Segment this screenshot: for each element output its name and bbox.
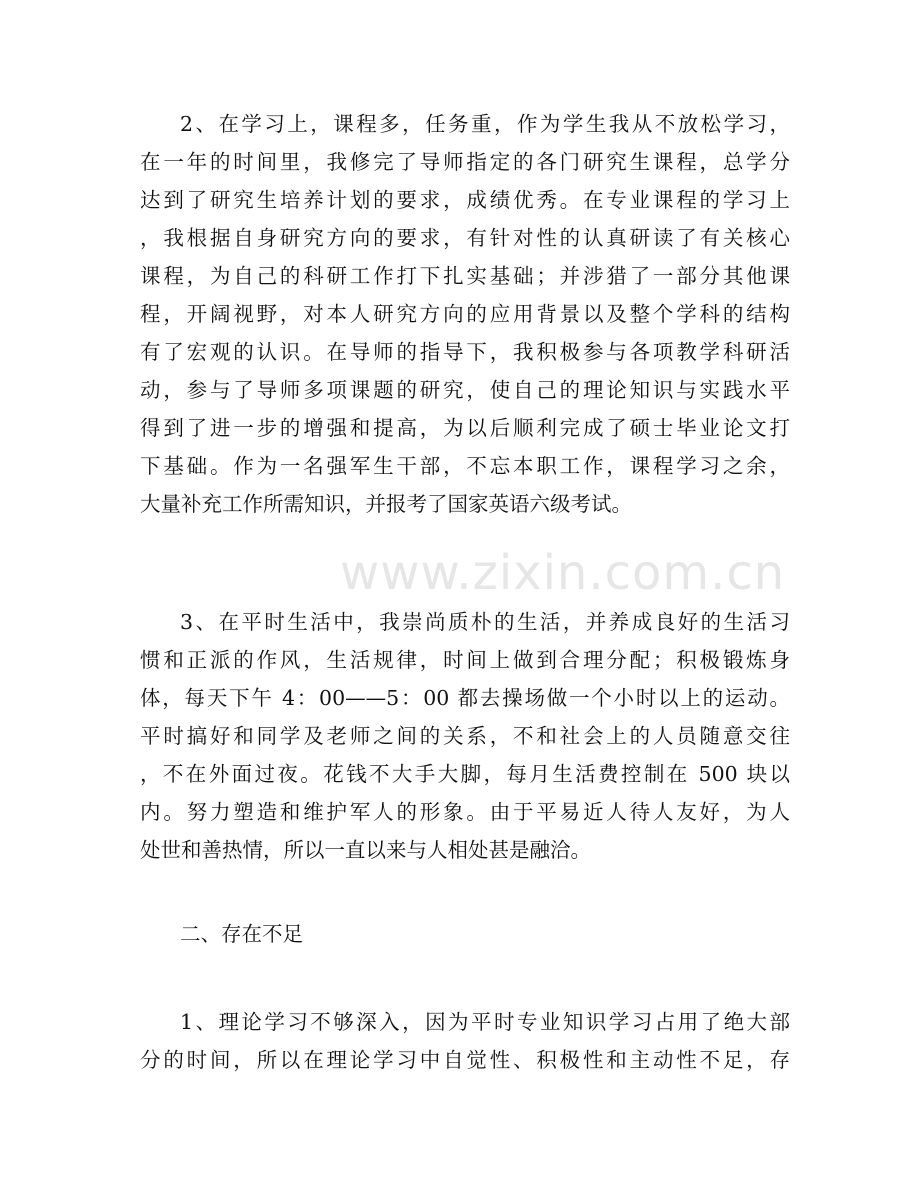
text-line: 处世和善热情，所以一直以来与人相处甚是融洽。 xyxy=(140,838,591,862)
text-line: 达到了研究生培养计划的要求，成绩优秀。在专业课程的学习上 xyxy=(140,188,790,212)
text-line: 有了宏观的认识。在导师的指导下，我积极参与各项教学科研活 xyxy=(140,340,790,364)
text-line: 程，开阔视野，对本人研究方向的应用背景以及整个学科的结构 xyxy=(140,302,790,326)
text-line: 下基础。作为一名强军生干部，不忘本职工作，课程学习之余， xyxy=(140,454,790,478)
text-line: 分的时间，所以在理论学习中自觉性、积极性和主动性不足，存 xyxy=(140,1048,790,1072)
paragraph-life xyxy=(140,603,790,869)
text-line: 体，每天下午 4：00——5：00 都去操场做一个小时以上的运动。 xyxy=(140,686,790,710)
text-line: 2、在学习上，课程多，任务重，作为学生我从不放松学习， xyxy=(180,112,790,136)
text-line: 课程，为自己的科研工作打下扎实基础；并涉猎了一部分其他课 xyxy=(140,264,790,288)
heading-text: 二、存在不足 xyxy=(180,922,303,946)
text-line: 在一年的时间里，我修完了导师指定的各门研究生课程，总学分 xyxy=(140,150,790,174)
text-line: 内。努力塑造和维护军人的形象。由于平易近人待人友好，为人 xyxy=(140,800,790,824)
text-line: 动，参与了导师多项课题的研究，使自己的理论知识与实践水平 xyxy=(140,378,790,402)
text-line: 得到了进一步的增强和提高，为以后顺利完成了硕士毕业论文打 xyxy=(140,416,790,440)
paragraph-study xyxy=(140,105,790,523)
text-line: 惯和正派的作风，生活规律，时间上做到合理分配；积极锻炼身 xyxy=(140,648,790,672)
text-line: 3、在平时生活中，我崇尚质朴的生活，并养成良好的生活习 xyxy=(180,610,790,634)
watermark: www.zixin.com.cn xyxy=(340,545,786,601)
paragraph-shortcomings xyxy=(140,1003,790,1079)
section-heading xyxy=(140,915,790,953)
text-line: 1、理论学习不够深入，因为平时专业知识学习占用了绝大部 xyxy=(180,1010,790,1034)
text-line: ，不在外面过夜。花钱不大手大脚，每月生活费控制在 500 块以 xyxy=(140,762,790,786)
text-line: 大量补充工作所需知识，并报考了国家英语六级考试。 xyxy=(140,492,632,516)
text-line: 平时搞好和同学及老师之间的关系，不和社会上的人员随意交往 xyxy=(140,724,790,748)
text-line: ，我根据自身研究方向的要求，有针对性的认真研读了有关核心 xyxy=(140,226,790,250)
